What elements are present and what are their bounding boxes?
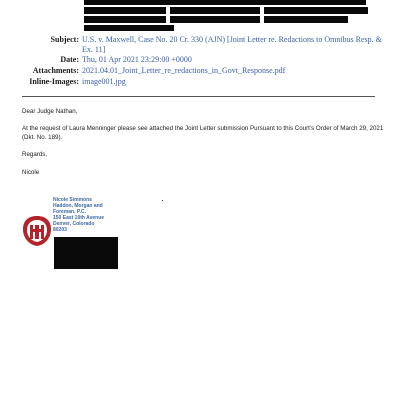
redaction-bar — [264, 7, 368, 14]
redaction-bar — [84, 16, 166, 23]
stray-dot — [162, 200, 163, 201]
greeting: Dear Judge Nathan, — [22, 108, 78, 115]
firm-logo-icon — [22, 215, 52, 247]
signature-firm-line2: Foreman, P.C. — [53, 209, 86, 215]
redaction-bar — [84, 25, 174, 31]
redaction-bar — [170, 7, 260, 14]
date-label: Date: — [60, 55, 79, 64]
signature-block — [53, 197, 104, 233]
attachments-value[interactable]: 2021.04.01_Joint_Letter_re_redactions_in_Govt_Response.pdf — [82, 66, 286, 75]
signature-zip: 80203 — [53, 227, 67, 233]
sender-first-name: Nicole — [22, 169, 40, 176]
redaction-bar — [54, 237, 118, 269]
closing: Regards, — [22, 151, 48, 158]
signature-city: Denver, Colorado — [53, 221, 95, 227]
redaction-bar — [264, 16, 348, 23]
signature-name: Nicole Simmons — [53, 197, 92, 203]
email-header — [0, 33, 400, 93]
attachments-label: Attachments: — [32, 66, 79, 75]
redaction-bar — [170, 16, 260, 23]
signature-firm-line1: Haddon, Morgan and — [53, 203, 103, 209]
header-divider — [22, 96, 375, 97]
inline-images-label: Inline-Images: — [29, 77, 79, 86]
subject-value: U.S. v. Maxwell, Case No. 20 Cr. 330 (AJN) [Joint Letter re. Redactions to Omnibus Resp. & Ex. 11] — [82, 35, 382, 54]
redaction-bar — [84, 7, 166, 14]
message-paragraph: At the request of Laura Menninger please see attached the Joint Letter submission Pursuant to this Court's Order of March 29, 2021 (Dkt. No. 189). — [22, 125, 384, 141]
date-value: Thu, 01 Apr 2021 23:29:00 +0000 — [82, 55, 192, 64]
subject-label: Subject: — [50, 35, 79, 44]
inline-images-value[interactable]: image001.jpg — [82, 77, 126, 86]
signature-street: 150 East 10th Avenue — [53, 215, 105, 221]
redaction-bar — [84, 0, 366, 5]
